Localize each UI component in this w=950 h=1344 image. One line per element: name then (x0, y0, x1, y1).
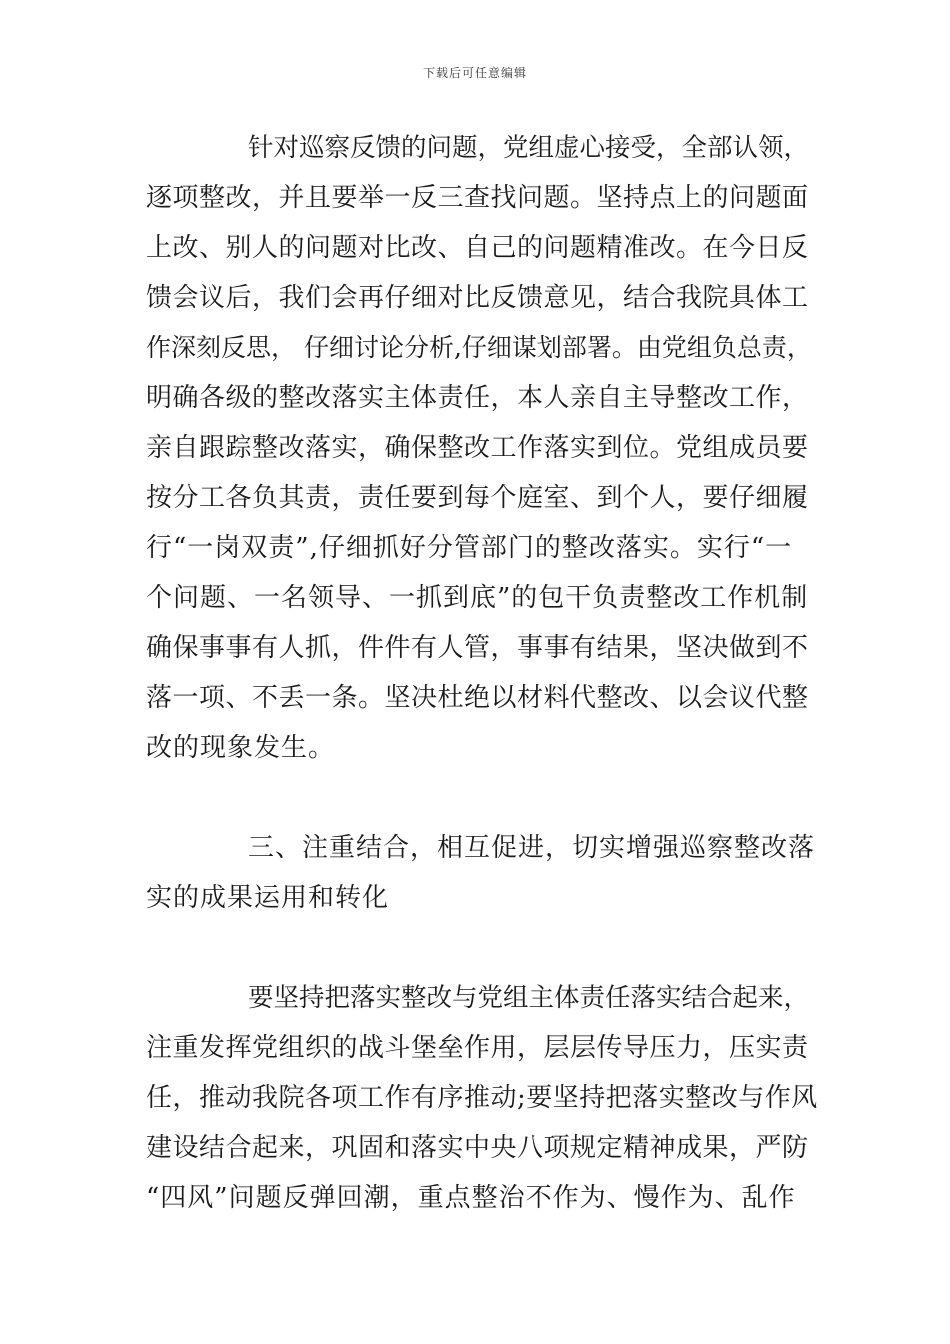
paragraph-line: 行“一岗双责”,仔细抓好分管部门的整改落实。实行“一 (146, 533, 793, 563)
paragraph-line: 亲自跟踪整改落实，确保整改工作落实到位。党组成员要 (146, 433, 809, 463)
paragraph-line: 明确各级的整改落实主体责任，本人亲自主导整改工作， (146, 383, 809, 413)
heading-line: 三、注重结合，相互促进，切实增强巡察整改落 (248, 833, 816, 863)
paragraph-line: 确保事事有人抓，件件有人管，事事有结果，坚决做到不 (146, 633, 809, 663)
paragraph-line: 作深刻反思， 仔细讨论分析,仔细谋划部署。由党组负总责， (146, 333, 812, 362)
paragraph-line: 针对巡察反馈的问题，党组虚心接受，全部认领， (248, 133, 810, 163)
paragraph-line: 落一项、不丢一条。坚决杜绝以材料代整改、以会议代整 (146, 683, 809, 713)
paragraph-line: 个问题、一名领导、一抓到底”的包干负责整改工作机制 (146, 583, 809, 613)
paragraph-line: 逐项整改，并且要举一反三查找问题。坚持点上的问题面 (146, 183, 809, 213)
paragraph-line: “四风”问题反弹回潮，重点整治不作为、慢作为、乱作 (146, 1183, 796, 1213)
paragraph-line: 改的现象发生。 (146, 733, 336, 763)
heading-line: 实的成果运用和转化 (146, 883, 390, 913)
paragraph-line: 要坚持把落实整改与党组主体责任落实结合起来， (248, 983, 810, 1013)
paragraph-line: 上改、别人的问题对比改、自己的问题精准改。在今日反 (146, 233, 809, 263)
paragraph-line: 馈会议后，我们会再仔细对比反馈意见，结合我院具体工 (146, 283, 809, 313)
paragraph-line: 建设结合起来，巩固和落实中央八项规定精神成果，严防 (146, 1133, 809, 1163)
paragraph-line: 注重发挥党组织的战斗堡垒作用，层层传导压力，压实责 (146, 1033, 809, 1063)
header-note: 下载后可任意编辑 (422, 66, 527, 80)
paragraph-line: 任，推动我院各项工作有序推动;要坚持把落实整改与作风 (146, 1083, 818, 1113)
paragraph-line: 按分工各负其责，责任要到每个庭室、到个人，要仔细履 (146, 483, 809, 513)
